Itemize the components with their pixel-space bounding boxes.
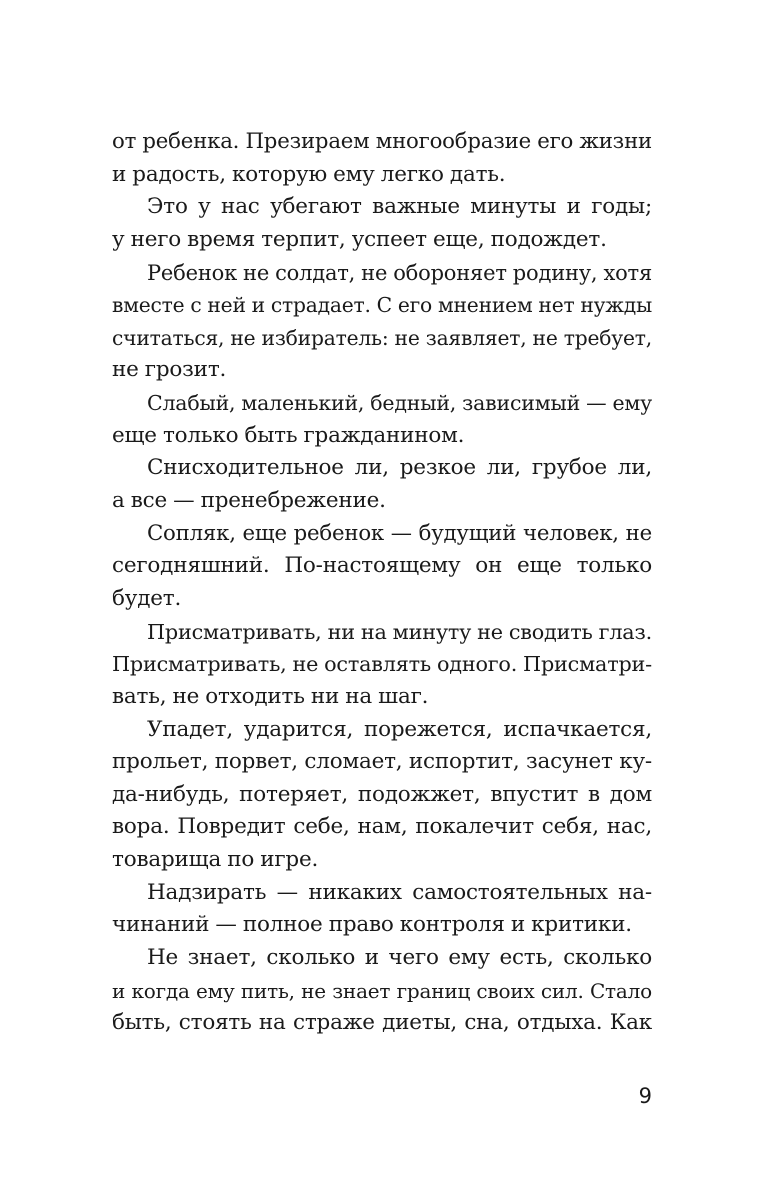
text-line: вместе с ней и страдает. С его мнением нет нужды: [112, 293, 652, 318]
paragraph-first-line: Упадет, ударится, порежется, испачкается,: [147, 716, 652, 742]
text-line: а все — пренебрежение.: [112, 488, 386, 514]
text-line: да-нибудь, потеряет, подожжет, впустит в дом: [112, 781, 652, 807]
text-line: будет.: [112, 585, 182, 611]
text-line: вать, не отходить ни на шаг.: [112, 683, 429, 709]
paragraph-first-line: Не знает, сколько и чего ему есть, сколько: [147, 945, 652, 971]
text-line: вора. Повредит себе, нам, покалечит себя, нас,: [112, 814, 652, 840]
body-text: [112, 126, 652, 1040]
page-number: 9: [638, 1084, 652, 1108]
text-line: товарища по игре.: [112, 847, 319, 873]
text-line: и когда ему пить, не знает границ своих сил. Стало: [112, 978, 652, 1003]
paragraph-first-line: Надзирать — никаких самостоятельных на-: [147, 879, 652, 905]
text-line: не грозит.: [112, 357, 227, 383]
text-line: чинаний — полное право контроля и критики.: [112, 912, 632, 938]
text-line: Присматривать, не оставлять одного. Присматри-: [112, 652, 652, 677]
text-line: у него время терпит, успеет еще, подождет.: [112, 226, 607, 252]
paragraph-first-line: Ребенок не солдат, не обороняет родину, хотя: [147, 260, 652, 285]
text-line: прольет, порвет, сломает, испортит, засунет ку-: [112, 749, 652, 775]
paragraph-first-line: Это у нас убегают важные минуты и годы;: [147, 194, 652, 220]
text-line: и радость, которую ему легко дать.: [112, 161, 506, 187]
text-line: сегодняшний. По-настоящему он еще только: [112, 553, 652, 579]
paragraph-first-line: Сопляк, еще ребенок — будущий человек, не: [147, 520, 652, 546]
paragraph-first-line: Слабый, маленький, бедный, зависимый — ему: [147, 391, 652, 416]
text-line: считаться, не избиратель: не заявляет, не требует,: [112, 325, 652, 350]
text-line: от ребенка. Презираем многообразие его жизни: [112, 129, 652, 154]
paragraph-first-line: Присматривать, ни на минуту не сводить глаз.: [147, 619, 652, 644]
text-line: быть, стоять на страже диеты, сна, отдыха. Как: [112, 1010, 652, 1036]
text-line: еще только быть гражданином.: [112, 422, 465, 448]
paragraph-first-line: Снисходительное ли, резкое ли, грубое ли,: [147, 455, 652, 481]
